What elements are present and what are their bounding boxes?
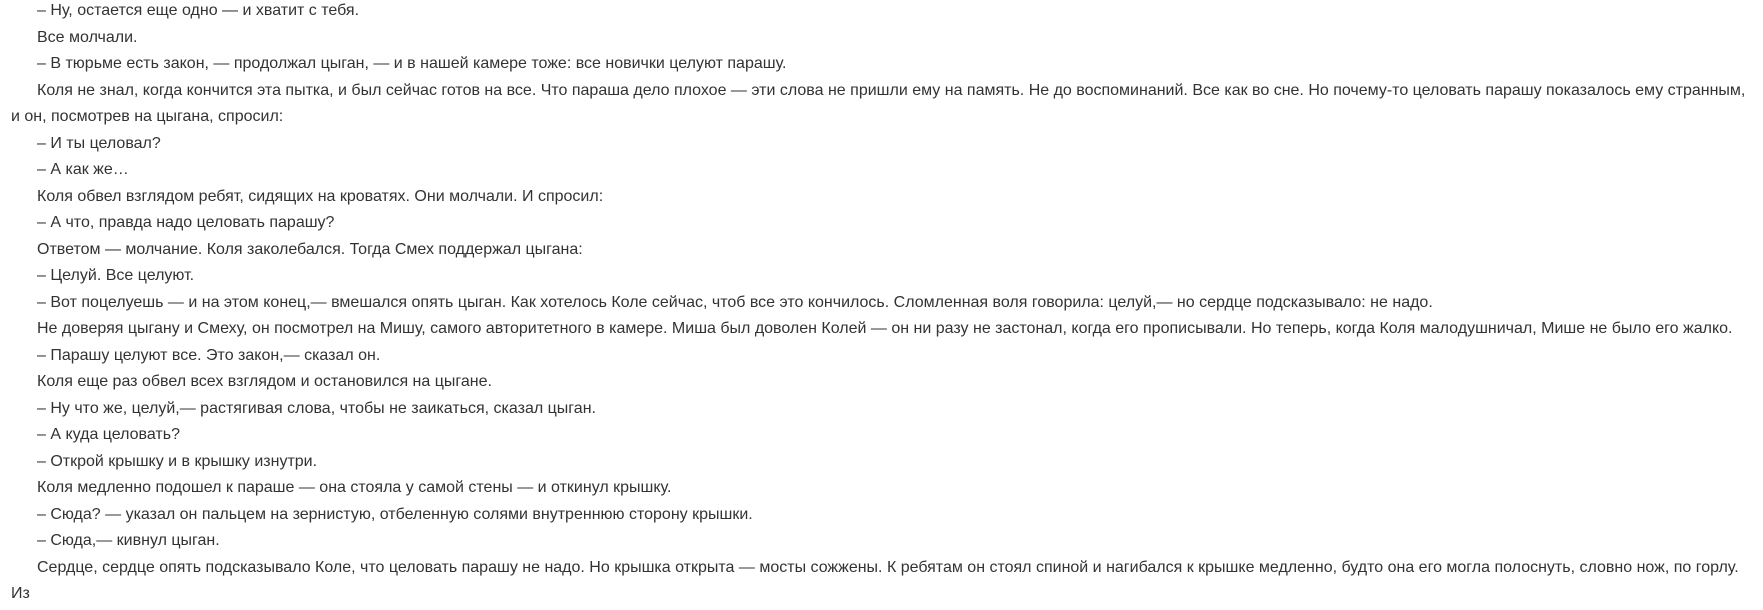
- paragraph: – В тюрьме есть закон, — продолжал цыган, — и в нашей камере тоже: все новички целуют парашу.: [37, 55, 787, 72]
- paragraph: – Сюда,— кивнул цыган.: [37, 532, 220, 549]
- paragraph: – Сюда? — указал он пальцем на зернистую, отбеленную солями внутреннюю сторону крышки.: [37, 505, 753, 523]
- paragraph: Коля медленно подошел к параше — она стояла у самой стены — и откинул крышку.: [37, 479, 672, 496]
- paragraph: – И ты целовал?: [37, 134, 161, 152]
- paragraph: – Ну что же, целуй,— растягивая слова, чтобы не заикаться, сказал цыган.: [37, 399, 596, 417]
- paragraph: – Вот поцелуешь — и на этом конец,— вмешался опять цыган. Как хотелось Коле сейчас, чтоб все это кончилось. Сломленная воля говорила: целуй,— но сердце подсказывало: не надо.: [37, 293, 1433, 311]
- paragraph: – Открой крышку и в крышку изнутри.: [37, 452, 318, 470]
- paragraph: Коля не знал, когда кончится эта пытка, и был сейчас готов на все. Что параша дело плохое — эти слова не пришли ему на память. Не до воспоминаний. Все как во сне. Но почему-то целовать парашу показалось ему странным, и он, посмотрев на цыгана, спросил:: [11, 81, 1746, 125]
- paragraph: Все молчали.: [37, 28, 138, 46]
- paragraph: – Парашу целуют все. Это закон,— сказал он.: [37, 346, 381, 364]
- paragraph: – А как же…: [37, 161, 129, 178]
- paragraph: Сердце, сердце опять подсказывало Коле, что целовать парашу не надо. Но крышка открыта — мосты сожжены. К ребятам он стоял спиной и нагибался к крышке медленно, будто она его могла полоснуть, словно нож, по горлу. Из: [11, 558, 1739, 602]
- paragraph: Коля еще раз обвел всех взглядом и остановился на цыгане.: [37, 373, 492, 390]
- paragraph: Не доверяя цыгану и Смеху, он посмотрел на Мишу, самого авторитетного в камере. Миша был доволен Колей — он ни разу не застонал, когда его прописывали. Но теперь, когда Коля малодушничал, Мише не было его жалко.: [37, 320, 1733, 337]
- paragraph: – Ну, остается еще одно — и хватит с тебя.: [37, 2, 360, 19]
- paragraph: – Целуй. Все целуют.: [37, 267, 195, 284]
- paragraph: – А что, правда надо целовать парашу?: [37, 214, 335, 231]
- paragraph: Коля обвел взглядом ребят, сидящих на кроватях. Они молчали. И спросил:: [37, 187, 604, 205]
- paragraph: – А куда целовать?: [37, 426, 180, 443]
- paragraph: Ответом — молчание. Коля заколебался. Тогда Смех поддержал цыгана:: [37, 240, 583, 258]
